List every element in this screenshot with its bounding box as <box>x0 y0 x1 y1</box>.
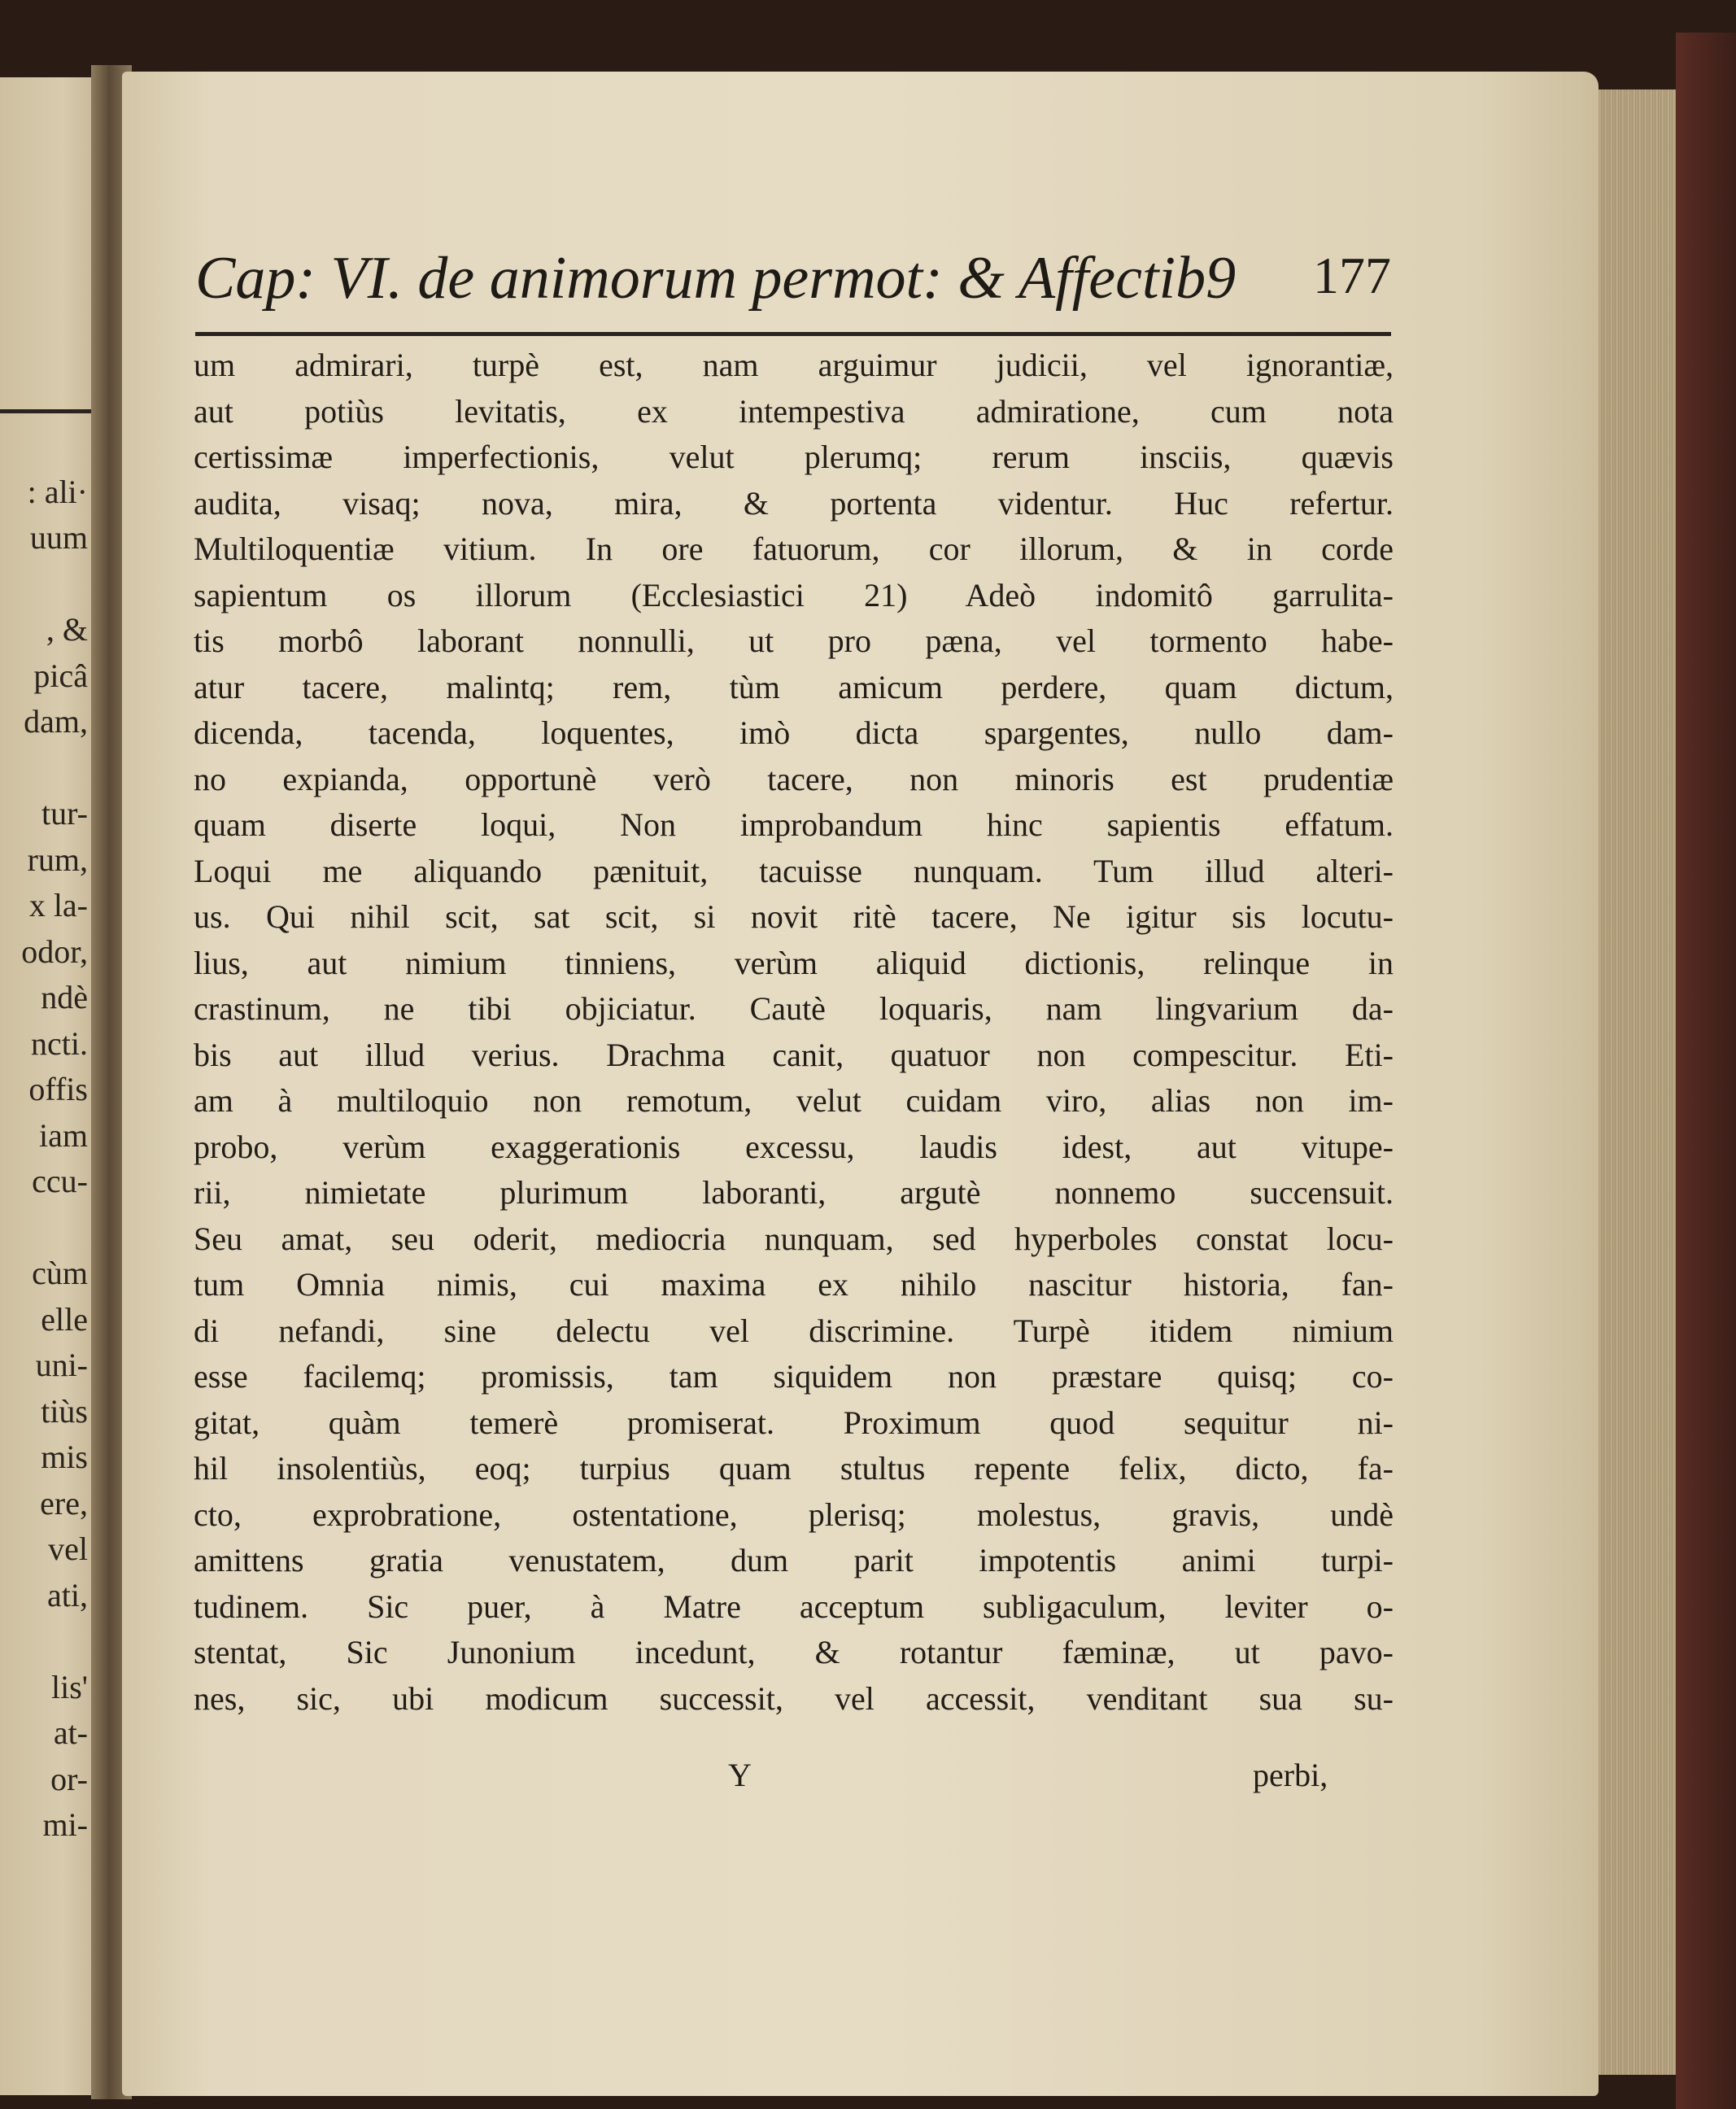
text-line: di nefandi, sine delectu vel discrimine. Turpè itidem nimium <box>194 1312 1394 1349</box>
text-line: um admirari, turpè est, nam arguimur judicii, vel ignorantiæ, <box>194 347 1394 383</box>
head-rule <box>195 332 1391 336</box>
text-line: probo, verùm exaggerationis excessu, laudis idest, aut vitupe- <box>194 1128 1394 1165</box>
running-head <box>195 244 1391 334</box>
page-fore-edge <box>1590 90 1688 2075</box>
left-line-fragment: elle <box>41 1300 88 1338</box>
left-line-fragment: tiùs <box>41 1392 88 1430</box>
text-line: no expianda, opportunè verò tacere, non minoris est prudentiæ <box>194 760 1394 797</box>
left-page-text-column <box>0 423 106 1849</box>
text-line: Seu amat, seu oderit, mediocria nunquam, sed hyperboles constat locu- <box>194 1220 1394 1257</box>
book-cover-board <box>1676 33 1736 2109</box>
left-line-fragment: uni- <box>35 1347 88 1383</box>
text-line: quam diserte loqui, Non improbandum hinc sapientis effatum. <box>194 806 1394 843</box>
text-line: us. Qui nihil scit, sat scit, si novit ritè tacere, Ne igitur sis locutu- <box>194 898 1394 935</box>
left-line-fragment <box>0 745 106 792</box>
left-line-fragment: vel <box>48 1530 88 1567</box>
chapter-title: Cap: VI. de animorum permot: & Affectib9 <box>195 245 1237 312</box>
text-line: cto, exprobratione, ostentatione, plerisq; molestus, gravis, undè <box>194 1496 1394 1533</box>
text-line: Multiloquentiæ vitium. In ore fatuorum, cor illorum, & in corde <box>194 531 1394 567</box>
left-line-fragment: uum <box>29 519 88 556</box>
left-line-fragment <box>0 1205 106 1251</box>
text-line: tum Omnia nimis, cui maxima ex nihilo nascitur historia, fan- <box>194 1266 1394 1303</box>
text-line: nes, sic, ubi modicum successit, vel accessit, venditant sua su- <box>194 1679 1394 1717</box>
text-line: crastinum, ne tibi objiciatur. Cautè loquaris, nam lingvarium da- <box>194 990 1394 1027</box>
text-line: lius, aut nimium tinniens, verùm aliquid dictionis, relinque in <box>194 944 1394 981</box>
text-line: tis morbô laborant nonnulli, ut pro pæna, vel tormento habe- <box>194 622 1394 659</box>
left-line-fragment: cùm <box>32 1255 88 1291</box>
text-line: aut potiùs levitatis, ex intempestiva admiratione, cum nota <box>194 392 1394 430</box>
left-line-fragment: offis <box>28 1071 88 1107</box>
left-line-fragment: odor, <box>21 932 88 970</box>
text-line: gitat, quàm temerè promiserat. Proximum quod sequitur ni- <box>194 1404 1394 1441</box>
left-line-fragment: ati, <box>47 1576 88 1613</box>
left-line-fragment: x la- <box>28 887 88 924</box>
text-line: sapientum os illorum (Ecclesiastici 21) Adeò indomitô garrulita- <box>194 576 1394 613</box>
text-line: Loqui me aliquando pænituit, tacuisse nunquam. Tum illud alteri- <box>194 852 1394 889</box>
page-number: 177 <box>1313 247 1391 304</box>
left-line-fragment: ere, <box>40 1484 88 1522</box>
left-head-rule <box>0 409 91 413</box>
left-line-fragment: tur- <box>41 795 88 832</box>
text-line: audita, visaq; nova, mira, & portenta videntur. Huc refertur. <box>194 484 1394 522</box>
left-line-fragment: : ali· <box>27 473 88 510</box>
text-line: hil insolentiùs, eoq; turpius quam stultus repente felix, dicto, fa- <box>194 1450 1394 1487</box>
signature-mark: Y <box>728 1757 752 1793</box>
text-line: rii, nimietate plurimum laboranti, argutè nonnemo succensuit. <box>194 1174 1394 1211</box>
text-line: am à multiloquio non remotum, velut cuidam viro, alias non im- <box>194 1082 1394 1119</box>
left-line-fragment: mis <box>41 1439 88 1475</box>
text-line: certissimæ imperfectionis, velut plerumq; rerum insciis, quævis <box>194 439 1394 475</box>
left-line-fragment: at- <box>53 1714 88 1751</box>
text-line: esse facilemq; promissis, tam siquidem non præstare quisq; co- <box>194 1358 1394 1395</box>
text-line: tudinem. Sic puer, à Matre acceptum subligaculum, leviter o- <box>194 1587 1394 1625</box>
text-line: amittens gratia venustatem, dum parit impotentis animi turpi- <box>194 1542 1394 1578</box>
left-line-fragment: or- <box>50 1760 88 1797</box>
text-line: dicenda, tacenda, loquentes, imò dicta spargentes, nullo dam- <box>194 714 1394 751</box>
left-line-fragment: lis' <box>51 1668 88 1705</box>
left-line-fragment: mi- <box>42 1806 88 1843</box>
left-line-fragment: rum, <box>27 841 88 878</box>
text-line: bis aut illud verius. Drachma canit, quatuor non compescitur. Eti- <box>194 1036 1394 1073</box>
left-line-fragment: , & <box>46 611 88 648</box>
left-line-fragment <box>0 1618 106 1665</box>
body-text <box>194 343 1394 1722</box>
left-line-fragment: ccu- <box>32 1163 88 1199</box>
left-line-fragment: ncti. <box>31 1024 88 1062</box>
text-line: atur tacere, malintq; rem, tùm amicum perdere, quam dictum, <box>194 668 1394 705</box>
left-line-fragment: ndè <box>41 979 88 1015</box>
left-line-fragment: iam <box>39 1116 88 1154</box>
text-line: stentat, Sic Junonium incedunt, & rotantur fæminæ, ut pavo- <box>194 1634 1394 1670</box>
catchword: perbi, <box>1253 1757 1328 1793</box>
left-line-fragment: picâ <box>33 657 88 694</box>
left-line-fragment <box>0 561 106 608</box>
left-line-fragment: dam, <box>24 703 88 740</box>
left-line-fragment <box>0 423 106 469</box>
